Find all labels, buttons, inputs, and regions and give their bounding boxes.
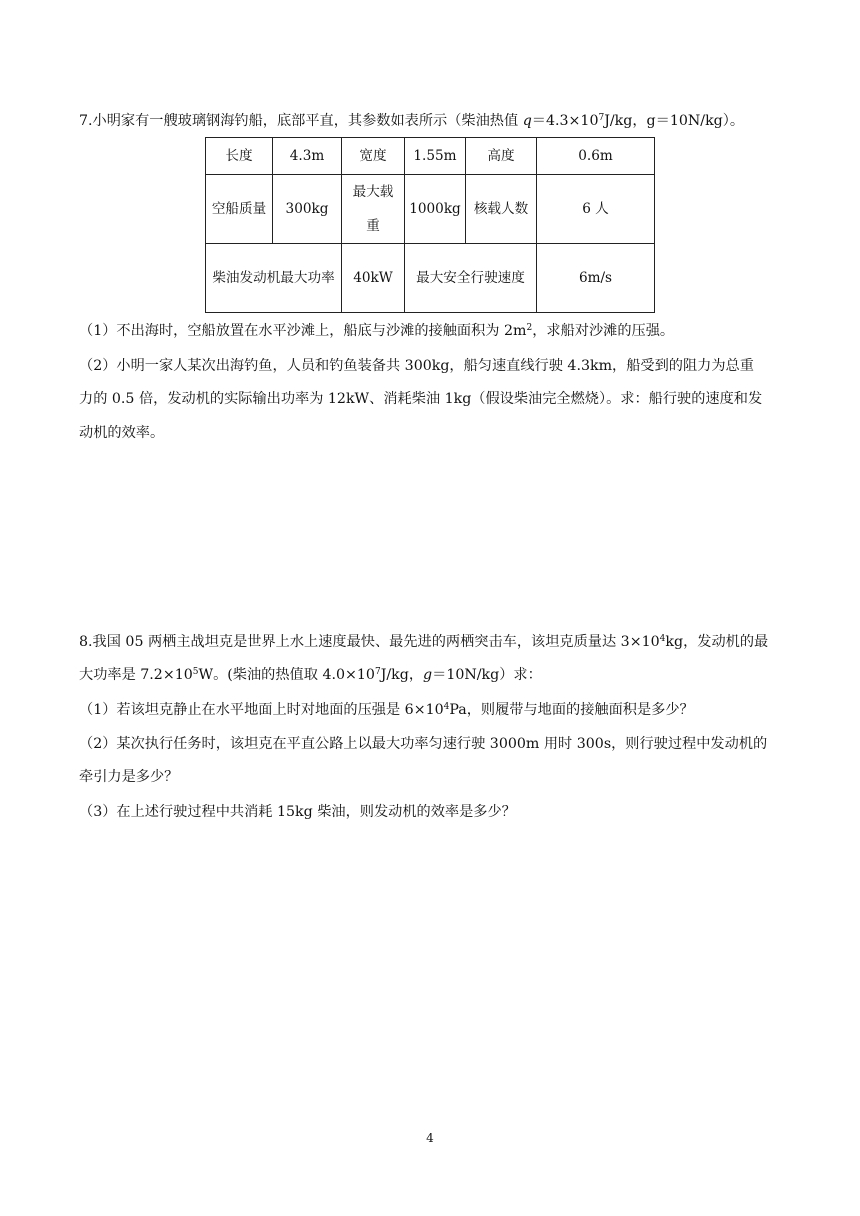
table-cell: 40kW (342, 244, 405, 313)
table-cell: 6m/s (537, 244, 655, 313)
q8-sub3: （3）在上述行驶过程中共消耗 15kg 柴油，则发动机的效率是多少？ (79, 804, 516, 820)
q7-stem: 7.小明家有一艘玻璃钢海钓船，底部平直，其参数如表所示（柴油热值 $q=4.3\times 10^7J/kg$，g＝10N/kg）。 (79, 113, 745, 129)
table-cell: 核载人数 (466, 175, 537, 244)
q7-sub2-line1: （2）小明一家人某次出海钓鱼，人员和钓鱼装备共 300kg，船匀速直线行驶 4.3km，船受到的阻力为总重 (79, 358, 754, 374)
table-cell: 柴油发动机最大功率 (206, 244, 342, 313)
q7-sub2-line3: 动机的效率。 (79, 425, 165, 441)
q8-sub2-line1: （2）某次执行任务时，该坦克在平直公路上以最大功率匀速行驶 3000m 用时 300s，则行驶过程中发动机的 (79, 736, 768, 752)
table-cell: 1.55m (405, 138, 466, 175)
table-cell: 长度 (206, 138, 273, 175)
q7-sub2-line2: 力的 0.5 倍，发动机的实际输出功率为 12kW、消耗柴油 1kg（假设柴油完全燃烧）。求：船行驶的速度和发 (79, 391, 763, 407)
table-row (206, 244, 655, 313)
table-row (206, 138, 655, 175)
table-cell: 最大安全行驶速度 (405, 244, 537, 313)
q8-stem-line2: 大功率是 $7.2\times 10^5W$。(柴油的热值取 $4.0\times 10^7J/kg$，g＝10N/kg）求： (79, 667, 542, 683)
q8-sub2-line2: 牵引力是多少？ (79, 769, 179, 785)
table-cell: 最大载重 (342, 175, 405, 244)
table-cell: 6 人 (537, 175, 655, 244)
table-cell: 300kg (273, 175, 342, 244)
q7-sub1: （1）不出海时，空船放置在水平沙滩上，船底与沙滩的接触面积为 $2m^2$，求船对沙滩的压强。 (79, 323, 675, 339)
page-number: 4 (426, 1131, 434, 1145)
boat-parameters-table (205, 137, 655, 313)
table-row (206, 175, 655, 244)
table-cell: 4.3m (273, 138, 342, 175)
table-cell: 1000kg (405, 175, 466, 244)
table-cell: 空船质量 (206, 175, 273, 244)
table-cell: 高度 (466, 138, 537, 175)
q8-stem-line1: 8.我国 05 两栖主战坦克是世界上水上速度最快、最先进的两栖突击车，该坦克质量达 $3\times 10^4kg$，发动机的最 (79, 634, 769, 650)
table-cell: 宽度 (342, 138, 405, 175)
table-cell: 0.6m (537, 138, 655, 175)
q8-sub1: （1）若该坦克静止在水平地面上时对地面的压强是 $6\times 10^4Pa$，则履带与地面的接触面积是多少？ (79, 702, 694, 718)
